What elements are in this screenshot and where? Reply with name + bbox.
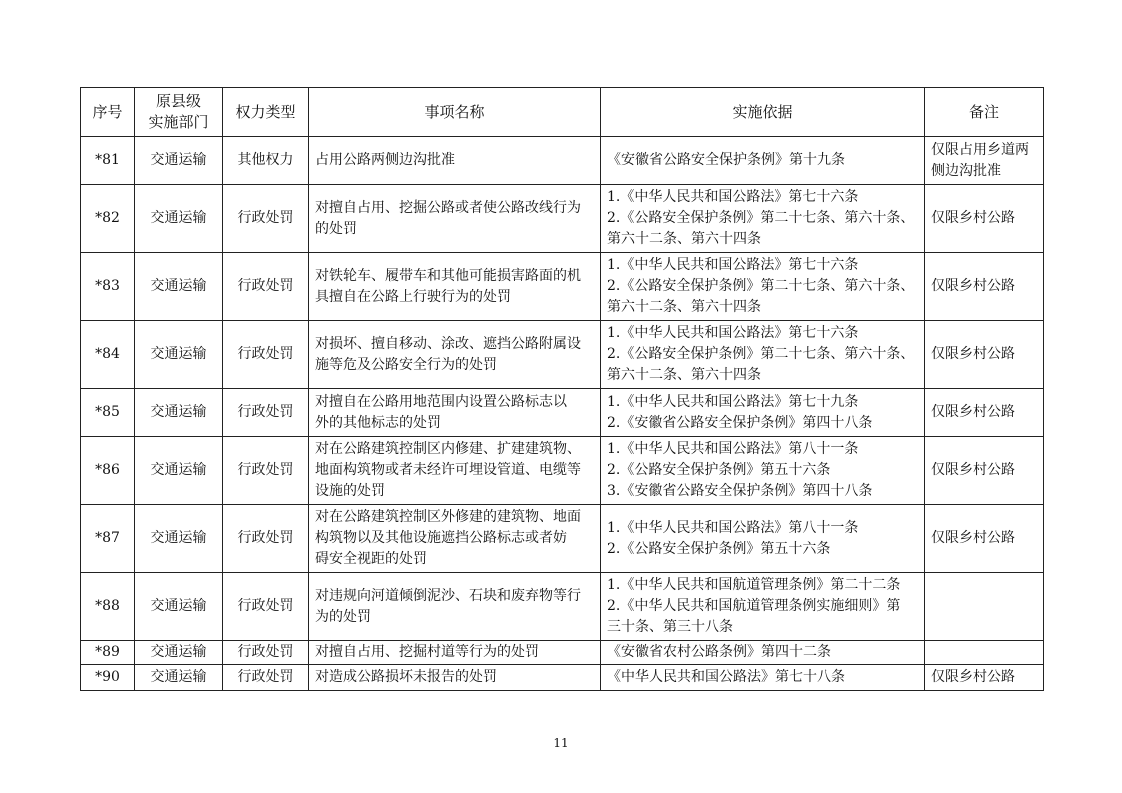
header-text: 事项名称 — [424, 102, 485, 121]
cell-name — [309, 253, 601, 321]
cell-type: 其他权力 — [223, 137, 309, 185]
cell-name — [309, 185, 601, 253]
header-type — [223, 88, 309, 137]
cell-note-line: 仅限乡村公路 — [931, 278, 1015, 294]
cell-basis — [601, 665, 925, 691]
cell-dept: 交通运输 — [135, 505, 223, 573]
cell-note — [925, 641, 1044, 665]
cell-note — [925, 321, 1044, 389]
cell-basis-line: 第六十二条、第六十四条 — [607, 299, 761, 315]
cell-name-line: 为的处罚 — [315, 608, 371, 625]
cell-dept: 交通运输 — [135, 321, 223, 389]
cell-basis — [601, 137, 925, 185]
cell-basis-line: 第六十二条、第六十四条 — [607, 231, 761, 247]
cell-type: 行政处罚 — [223, 573, 309, 641]
header-no — [81, 88, 135, 137]
cell-name-line: 对在公路建筑控制区外修建的建筑物、地面 — [315, 509, 581, 525]
cell-name-line: 对擅自占用、挖掘村道等行为的处罚 — [315, 644, 539, 660]
cell-dept: 交通运输 — [135, 137, 223, 185]
cell-basis-line: 2.《安徽省公路安全保护条例》第四十八条 — [607, 414, 873, 431]
cell-basis — [601, 321, 925, 389]
cell-type: 行政处罚 — [223, 389, 309, 437]
cell-dept: 交通运输 — [135, 437, 223, 505]
cell-name-line: 对造成公路损坏未报告的处罚 — [315, 669, 497, 685]
cell-name — [309, 321, 601, 389]
cell-note — [925, 573, 1044, 641]
cell-basis — [601, 505, 925, 573]
cell-name-line: 地面构筑物或者未经许可埋设管道、电缆等 — [315, 462, 581, 478]
cell-note — [925, 437, 1044, 505]
cell-name — [309, 137, 601, 185]
cell-no: *82 — [81, 185, 135, 253]
table-row — [81, 665, 1044, 691]
cell-note-line: 仅限乡村公路 — [931, 210, 1015, 226]
cell-name-line: 占用公路两侧边沟批准 — [315, 152, 455, 168]
cell-dept: 交通运输 — [135, 665, 223, 691]
cell-note — [925, 665, 1044, 691]
cell-basis-line: 1.《中华人民共和国公路法》第七十六条 — [607, 189, 859, 205]
cell-name-line: 施等危及公路安全行为的处罚 — [315, 356, 497, 373]
cell-basis-line: 2.《中华人民共和国航道管理条例实施细则》第 — [607, 598, 901, 614]
cell-name-line: 对在公路建筑控制区内修建、扩建建筑物、 — [315, 441, 581, 457]
cell-name — [309, 641, 601, 665]
cell-basis-line: 3.《安徽省公路安全保护条例》第四十八条 — [607, 483, 873, 499]
header-text: 权力类型 — [235, 102, 296, 121]
cell-name-line: 碍安全视距的处罚 — [315, 551, 427, 567]
table-row — [81, 185, 1044, 253]
cell-name-line: 对违规向河道倾倒泥沙、石块和废弃物等行 — [315, 587, 581, 604]
cell-name-line: 对铁轮车、履带车和其他可能损害路面的机 — [315, 267, 581, 284]
cell-note-line: 仅限乡村公路 — [931, 404, 1015, 420]
cell-note — [925, 505, 1044, 573]
cell-note-line: 仅限乡村公路 — [931, 669, 1015, 685]
cell-basis-line: 2.《公路安全保护条例》第五十六条 — [607, 540, 831, 557]
cell-basis — [601, 641, 925, 665]
cell-basis-line: 1.《中华人民共和国公路法》第八十一条 — [607, 519, 859, 536]
cell-basis-line: 三十条、第三十八条 — [607, 619, 733, 635]
cell-basis-line: 《安徽省农村公路条例》第四十二条 — [607, 644, 831, 660]
header-text: 备注 — [968, 102, 999, 121]
cell-basis-line: 第六十二条、第六十四条 — [607, 367, 761, 383]
cell-basis-line: 2.《公路安全保护条例》第二十七条、第六十条、 — [607, 278, 915, 294]
cell-no: *84 — [81, 321, 135, 389]
cell-note — [925, 185, 1044, 253]
cell-note-line: 仅限占用乡道两 — [931, 141, 1029, 158]
cell-name-line: 对擅自占用、挖掘公路或者使公路改线行为 — [315, 199, 581, 216]
cell-note-line: 侧边沟批准 — [931, 162, 1001, 179]
cell-name — [309, 505, 601, 573]
cell-dept: 交通运输 — [135, 641, 223, 665]
cell-type: 行政处罚 — [223, 437, 309, 505]
cell-no: *83 — [81, 253, 135, 321]
table-row — [81, 137, 1044, 185]
cell-note-line: 仅限乡村公路 — [931, 530, 1015, 546]
cell-no: *85 — [81, 389, 135, 437]
cell-basis-line: 2.《公路安全保护条例》第五十六条 — [607, 462, 831, 478]
cell-name — [309, 389, 601, 437]
header-name — [309, 88, 601, 137]
cell-note — [925, 137, 1044, 185]
cell-dept: 交通运输 — [135, 253, 223, 321]
cell-basis-line: 2.《公路安全保护条例》第二十七条、第六十条、 — [607, 210, 915, 226]
cell-name-line: 设施的处罚 — [315, 483, 385, 499]
cell-name-line: 构筑物以及其他设施遮挡公路标志或者妨 — [315, 530, 567, 546]
cell-no: *81 — [81, 137, 135, 185]
cell-type: 行政处罚 — [223, 641, 309, 665]
cell-basis — [601, 185, 925, 253]
cell-type: 行政处罚 — [223, 321, 309, 389]
cell-basis-line: 2.《公路安全保护条例》第二十七条、第六十条、 — [607, 346, 915, 362]
cell-no: *89 — [81, 641, 135, 665]
page-number: 11 — [553, 736, 569, 750]
cell-dept: 交通运输 — [135, 185, 223, 253]
header-text: 实施部门 — [148, 113, 209, 131]
cell-basis-line: 《中华人民共和国公路法》第七十八条 — [607, 669, 845, 685]
cell-type: 行政处罚 — [223, 253, 309, 321]
table-header-row — [81, 88, 1044, 137]
cell-basis-line: 1.《中华人民共和国公路法》第八十一条 — [607, 441, 859, 457]
cell-name — [309, 573, 601, 641]
table-row — [81, 641, 1044, 665]
table-row — [81, 253, 1044, 321]
cell-name-line: 的处罚 — [315, 220, 357, 237]
cell-dept: 交通运输 — [135, 389, 223, 437]
header-note — [925, 88, 1044, 137]
header-text: 序号 — [92, 102, 123, 121]
cell-dept: 交通运输 — [135, 573, 223, 641]
cell-type: 行政处罚 — [223, 665, 309, 691]
cell-basis — [601, 253, 925, 321]
cell-basis — [601, 573, 925, 641]
cell-no: *86 — [81, 437, 135, 505]
table-body — [81, 137, 1044, 691]
table-row — [81, 505, 1044, 573]
table-row — [81, 437, 1044, 505]
cell-no: *87 — [81, 505, 135, 573]
cell-basis — [601, 389, 925, 437]
table-row — [81, 321, 1044, 389]
cell-basis-line: 《安徽省公路安全保护条例》第十九条 — [607, 152, 845, 168]
table-row — [81, 573, 1044, 641]
cell-note — [925, 389, 1044, 437]
cell-basis-line: 1.《中华人民共和国公路法》第七十九条 — [607, 393, 859, 410]
cell-name — [309, 665, 601, 691]
cell-name-line: 具擅自在公路上行驶行为的处罚 — [315, 288, 511, 305]
header-basis — [601, 88, 925, 137]
header-text: 原县级 — [155, 92, 201, 110]
cell-basis — [601, 437, 925, 505]
cell-name-line: 对损坏、擅自移动、涂改、遮挡公路附属设 — [315, 335, 581, 352]
cell-name — [309, 437, 601, 505]
cell-name-line: 外的其他标志的处罚 — [315, 414, 441, 431]
cell-basis-line: 1.《中华人民共和国公路法》第七十六条 — [607, 257, 859, 273]
cell-note-line: 仅限乡村公路 — [931, 462, 1015, 478]
cell-note-line: 仅限乡村公路 — [931, 346, 1015, 362]
cell-no: *90 — [81, 665, 135, 691]
cell-no: *88 — [81, 573, 135, 641]
cell-basis-line: 1.《中华人民共和国航道管理条例》第二十二条 — [607, 577, 901, 593]
authority-table — [80, 87, 1044, 691]
cell-basis-line: 1.《中华人民共和国公路法》第七十六条 — [607, 325, 859, 341]
cell-name-line: 对擅自在公路用地范围内设置公路标志以 — [315, 393, 567, 410]
header-dept — [135, 88, 223, 137]
cell-note — [925, 253, 1044, 321]
header-text: 实施依据 — [732, 102, 793, 121]
cell-type: 行政处罚 — [223, 505, 309, 573]
cell-type: 行政处罚 — [223, 185, 309, 253]
table-row — [81, 389, 1044, 437]
